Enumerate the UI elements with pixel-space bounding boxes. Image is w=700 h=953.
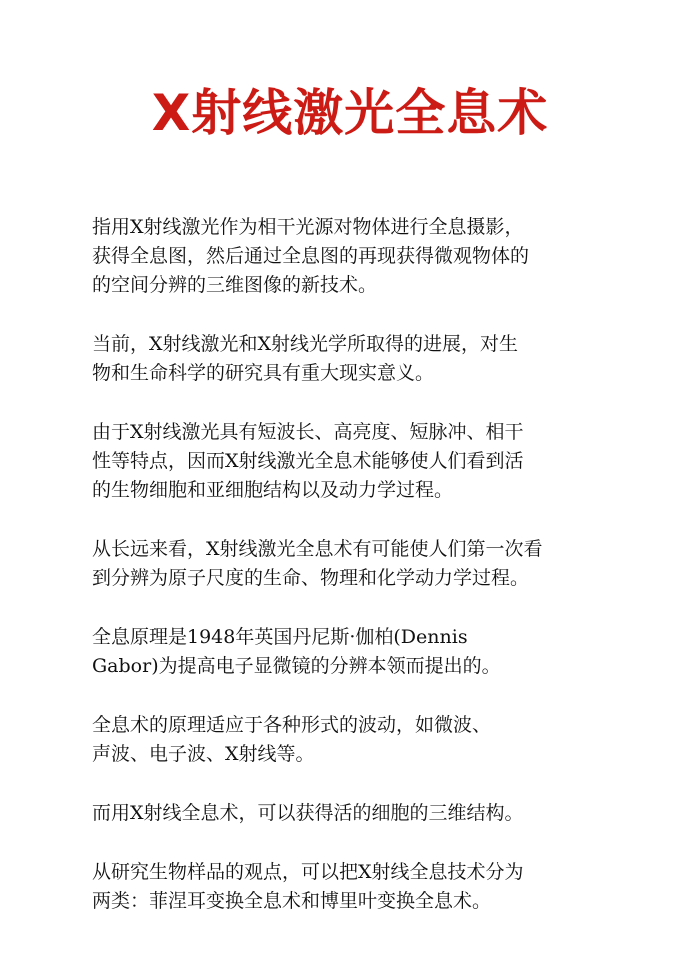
- text-line: 物和生命科学的研究具有重大现实意义。: [92, 362, 435, 384]
- text-line: 从长远来看，X射线激光全息术有可能使人们第一次看: [92, 538, 543, 560]
- paragraph-8: [92, 858, 617, 916]
- page-title: X射线激光全息术: [151, 84, 549, 142]
- text-line: 全息原理是1948年英国丹尼斯·伽柏(Dennis: [92, 626, 468, 648]
- text-line: 到分辨为原子尺度的生命、物理和化学动力学过程。: [92, 567, 530, 589]
- body-text: [92, 213, 617, 946]
- paragraph-3: [92, 418, 617, 505]
- paragraph-7: [92, 799, 617, 828]
- text-line: 由于X射线激光具有短波长、高亮度、短脉冲、相干: [92, 421, 524, 443]
- text-line: 从研究生物样品的观点，可以把X射线全息技术分为: [92, 861, 524, 883]
- text-line: 获得全息图，然后通过全息图的再现获得微观物体的: [92, 245, 530, 267]
- text-line: 性等特点，因而X射线激光全息术能够使人们看到活: [92, 450, 524, 472]
- text-line: 的生物细胞和亚细胞结构以及动力学过程。: [92, 479, 454, 501]
- text-line: 当前，X射线激光和X射线光学所取得的进展，对生: [92, 333, 519, 355]
- text-line: 而用X射线全息术，可以获得活的细胞的三维结构。: [92, 802, 524, 824]
- text-line: 全息术的原理适应于各种形式的波动，如微波、: [92, 714, 492, 736]
- paragraph-2: [92, 330, 617, 388]
- paragraph-5: [92, 623, 617, 681]
- paragraph-1: [92, 213, 617, 300]
- text-line: 的空间分辨的三维图像的新技术。: [92, 274, 378, 296]
- paragraph-4: [92, 535, 617, 593]
- text-line: 声波、电子波、X射线等。: [92, 743, 315, 765]
- paragraph-6: [92, 711, 617, 769]
- text-line: 两类：菲涅耳变换全息术和博里叶变换全息术。: [92, 890, 492, 912]
- text-line: 指用X射线激光作为相干光源对物体进行全息摄影，: [92, 216, 524, 238]
- text-line: Gabor)为提高电子显微镜的分辨本领而提出的。: [92, 655, 501, 677]
